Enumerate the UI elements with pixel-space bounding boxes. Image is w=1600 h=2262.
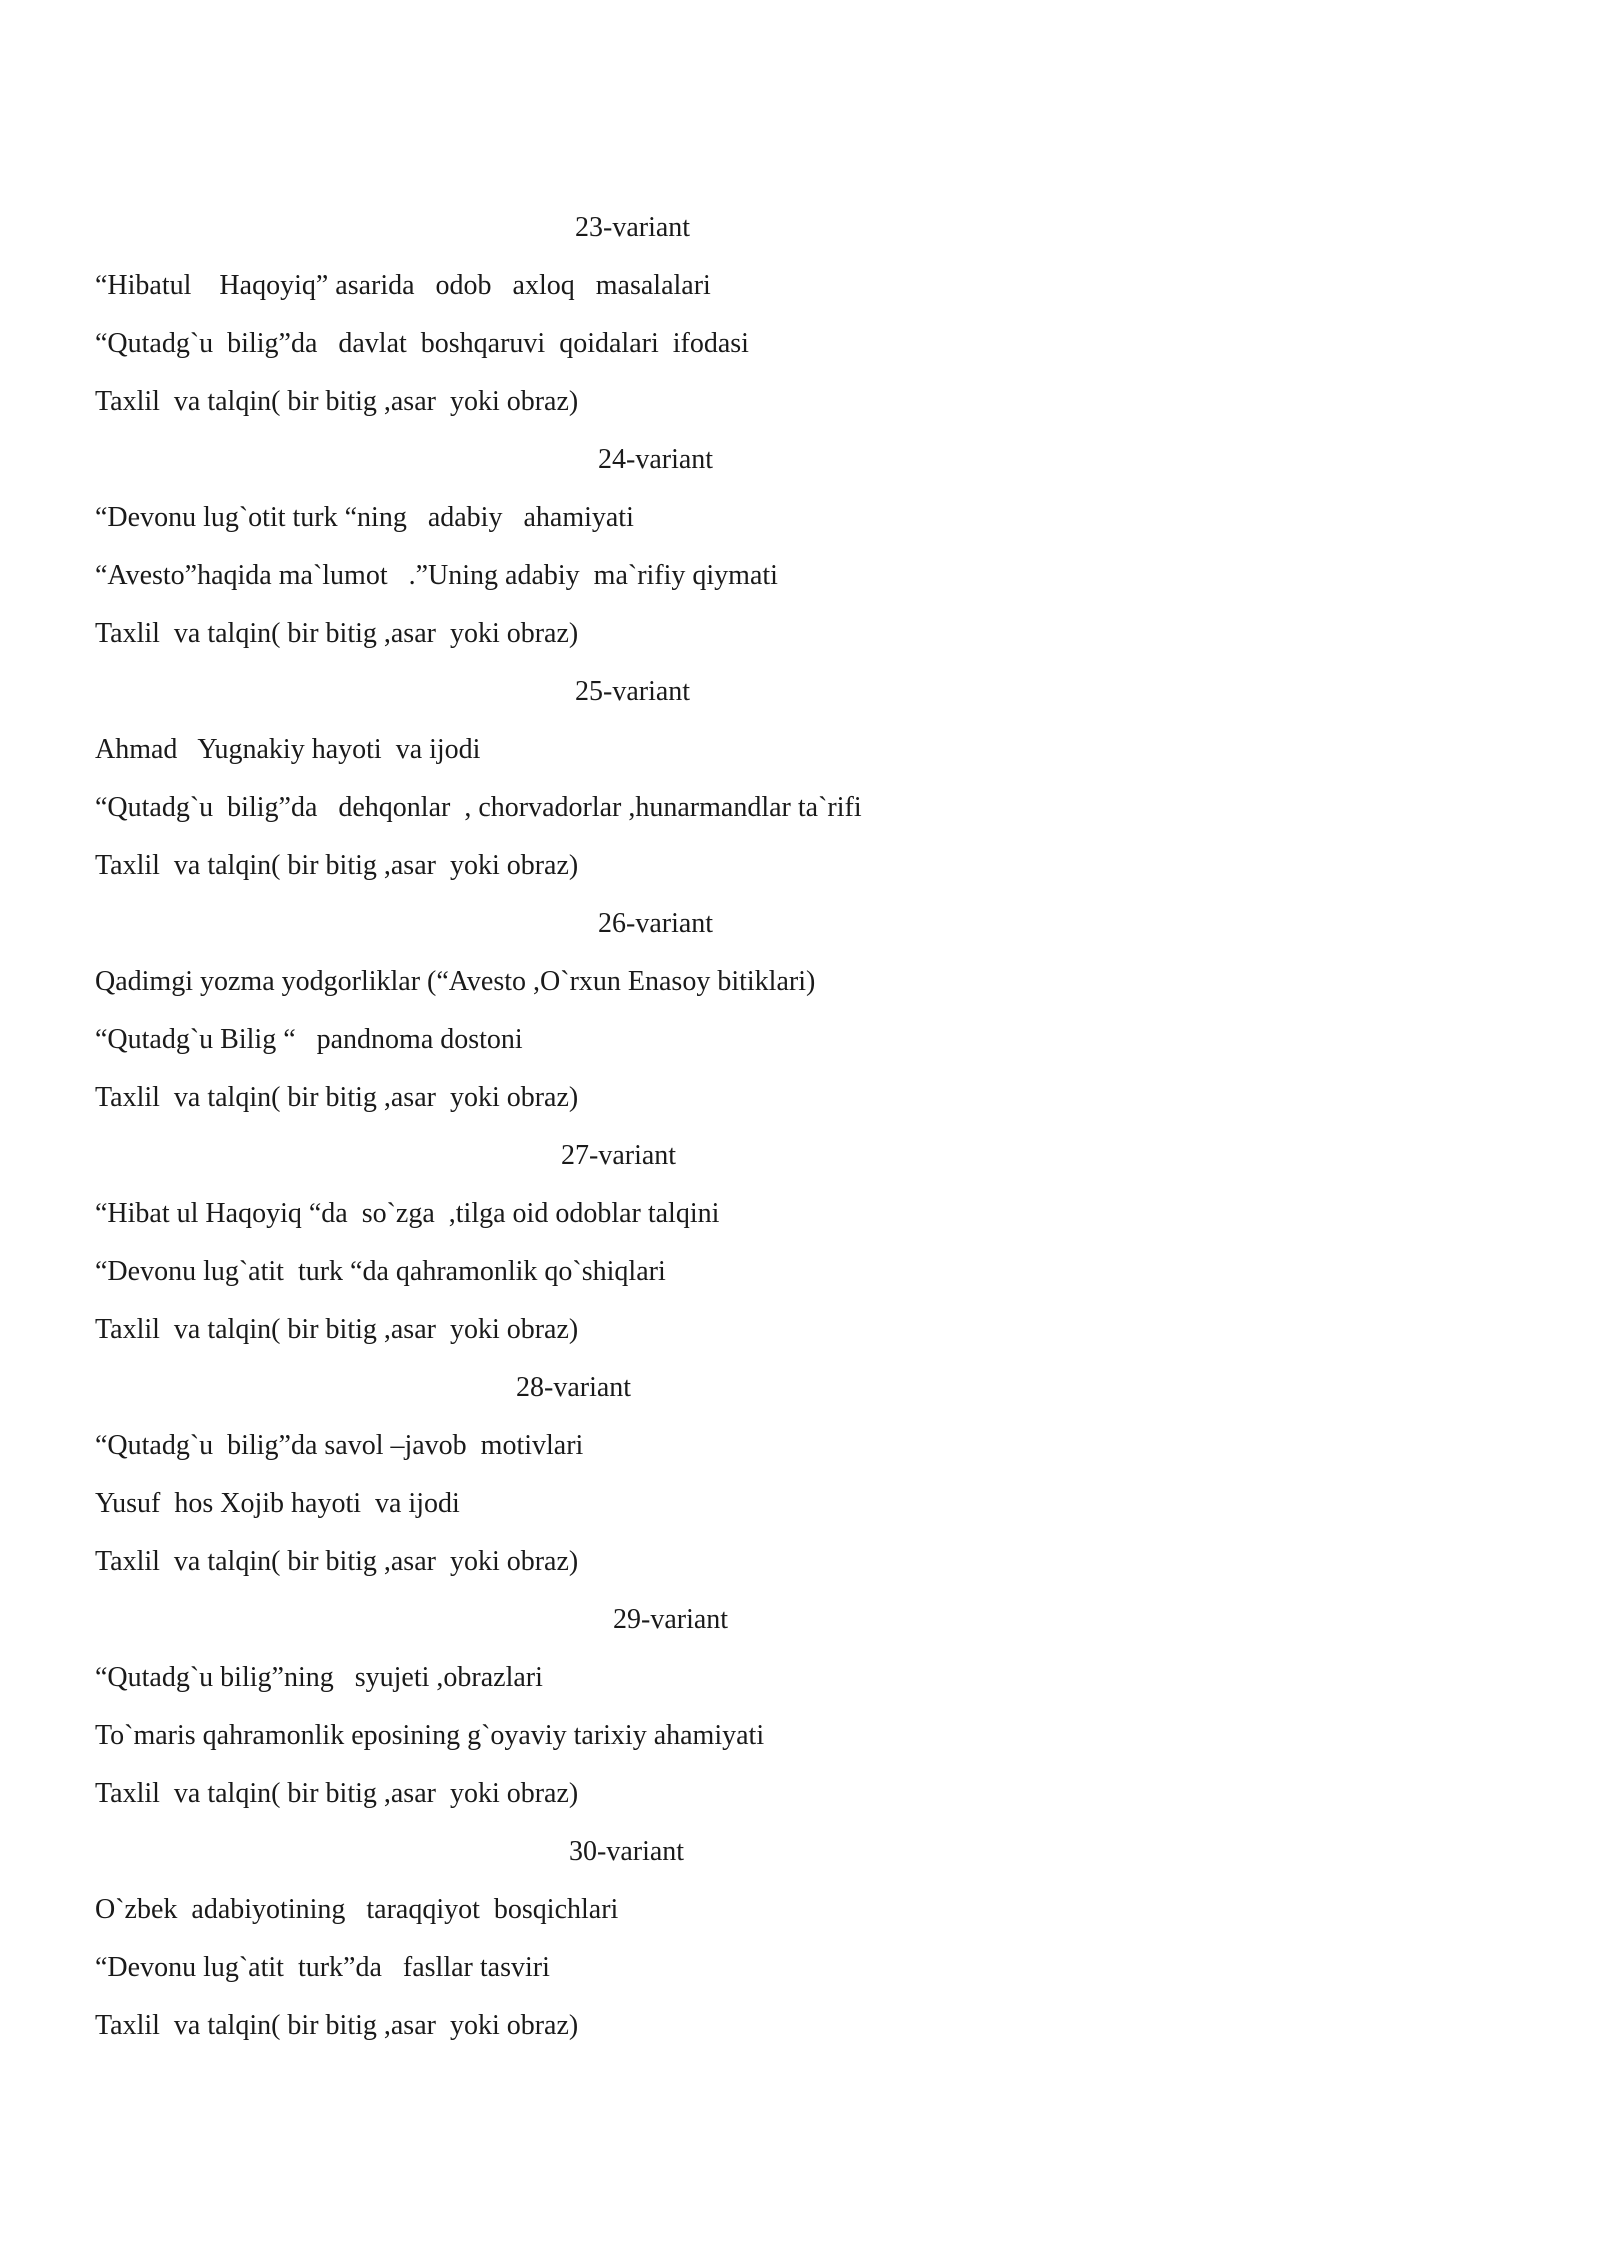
variant-heading [95,1133,1495,1191]
variant-item: “Avesto”haqida ma`lumot .”Uning adabiy ma`rifiy qiymati [95,560,778,591]
variant-heading-text: 30-variant [569,1836,685,1867]
variant-item: Taxlil va talqin( bir bitig ,asar yoki obraz) [95,1778,579,1809]
variant-heading [95,669,1495,727]
variant-heading [95,1597,1495,1655]
variant-item: “Qutadg`u bilig”ning syujeti ,obrazlari [95,1662,543,1693]
variant-item: “Devonu lug`otit turk “ning adabiy ahamiyati [95,502,634,533]
variant-heading-text: 23-variant [575,212,691,243]
variant-item: O`zbek adabiyotining taraqqiyot bosqichlari [95,1894,619,1925]
variant-heading-text: 24-variant [598,444,714,475]
variant-item: Taxlil va talqin( bir bitig ,asar yoki obraz) [95,618,579,649]
variant-heading-text: 29-variant [613,1604,729,1635]
variant-heading-text: 26-variant [598,908,714,939]
variant-heading [95,205,1495,263]
variant-item: Taxlil va talqin( bir bitig ,asar yoki obraz) [95,1082,579,1113]
variant-item: Taxlil va talqin( bir bitig ,asar yoki obraz) [95,2010,579,2041]
variant-item: “Hibat ul Haqoyiq “da so`zga ,tilga oid odoblar talqini [95,1198,720,1229]
variant-item: “Qutadg`u bilig”da davlat boshqaruvi qoidalari ifodasi [95,328,749,359]
variant-item: Yusuf hos Xojib hayoti va ijodi [95,1488,460,1519]
variant-heading-text: 25-variant [575,676,691,707]
variant-item: Qadimgi yozma yodgorliklar (“Avesto ,O`rxun Enasoy bitiklari) [95,966,816,997]
variant-heading-text: 28-variant [516,1372,632,1403]
variants-list [95,205,1495,2061]
variant-item: Ahmad Yugnakiy hayoti va ijodi [95,734,481,765]
variant-heading [95,1365,1495,1423]
variant-item: Taxlil va talqin( bir bitig ,asar yoki obraz) [95,1314,579,1345]
variant-item: “Devonu lug`atit turk “da qahramonlik qo`shiqlari [95,1256,666,1287]
variant-heading [95,1829,1495,1887]
variant-item: Taxlil va talqin( bir bitig ,asar yoki obraz) [95,386,579,417]
variant-item: Taxlil va talqin( bir bitig ,asar yoki obraz) [95,850,579,881]
variant-item: “Qutadg`u bilig”da dehqonlar , chorvadorlar ,hunarmandlar ta`rifi [95,792,862,823]
variant-heading [95,901,1495,959]
variant-heading [95,437,1495,495]
variant-item: “Devonu lug`atit turk”da fasllar tasviri [95,1952,550,1983]
variant-item: “Qutadg`u bilig”da savol –javob motivlari [95,1430,584,1461]
variant-item: “Hibatul Haqoyiq” asarida odob axloq masalalari [95,270,711,301]
variant-item: To`maris qahramonlik eposining g`oyaviy tarixiy ahamiyati [95,1720,765,1751]
variant-heading-text: 27-variant [561,1140,677,1171]
variant-item: Taxlil va talqin( bir bitig ,asar yoki obraz) [95,1546,579,1577]
variant-item: “Qutadg`u Bilig “ pandnoma dostoni [95,1024,523,1055]
